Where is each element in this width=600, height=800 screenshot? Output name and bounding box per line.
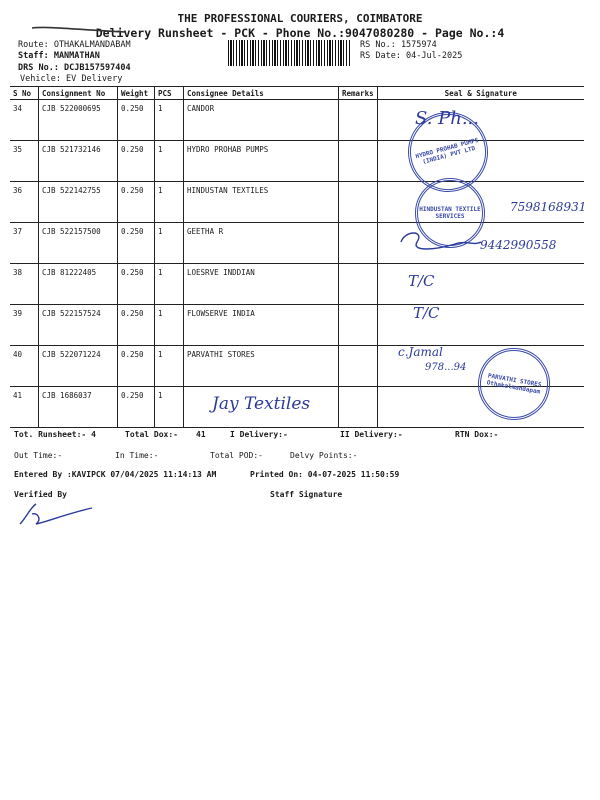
cell-weight: 0.250 [118, 264, 155, 305]
col-remarks: Remarks [339, 87, 378, 100]
staff-label: Staff: MANMATHAN [18, 51, 100, 61]
table-row [10, 305, 584, 346]
cell-consignee: HYDRO PROHAB PUMPS [184, 141, 339, 182]
cell-consignment: CJB 521732146 [39, 141, 118, 182]
cell-weight: 0.250 [118, 305, 155, 346]
col-pcs: PCS [155, 87, 184, 100]
cell-sno: 36 [10, 182, 39, 223]
ii-delivery: II Delivery:- [340, 430, 403, 439]
barcode [228, 40, 350, 66]
rtn-dox: RTN Dox:- [455, 430, 499, 439]
cell-weight: 0.250 [118, 387, 155, 428]
cell-remarks [339, 141, 378, 182]
company-title: THE PROFESSIONAL COURIERS, COIMBATORE [177, 12, 423, 25]
cell-sno: 41 [10, 387, 39, 428]
table-row [10, 100, 584, 141]
cell-pcs: 1 [155, 223, 184, 264]
cell-sno: 34 [10, 100, 39, 141]
table-row [10, 141, 584, 182]
in-time: In Time:- [115, 451, 159, 460]
cell-consignment: CJB 1686037 [39, 387, 118, 428]
drs-number: DRS No.: DCJB157597404 [18, 63, 131, 73]
cell-remarks [339, 223, 378, 264]
cell-consignee: FLOWSERVE INDIA [184, 305, 339, 346]
cell-consignee: HINDUSTAN TEXTILES [184, 182, 339, 223]
verified-by: Verified By [14, 490, 67, 499]
cell-pcs: 1 [155, 387, 184, 428]
cell-consignment: CJB 522142755 [39, 182, 118, 223]
cell-consignment: CJB 522157500 [39, 223, 118, 264]
cell-consignment: CJB 81222405 [39, 264, 118, 305]
cell-sno: 40 [10, 346, 39, 387]
cell-consignment: CJB 522000695 [39, 100, 118, 141]
entered-by: Entered By :KAVIPCK 07/04/2025 11:14:13 AM [14, 470, 217, 479]
cell-remarks [339, 305, 378, 346]
cell-sno: 35 [10, 141, 39, 182]
cell-pcs: 1 [155, 264, 184, 305]
cell-sno: 37 [10, 223, 39, 264]
company-stamp-hydro: HYDRO PROHAB PUMPS (INDIA) PVT LTD [399, 103, 497, 201]
handwritten-phone: 7598168931 [510, 200, 587, 214]
cell-pcs: 1 [155, 100, 184, 141]
handwritten-tc: T/C [408, 272, 435, 290]
cell-weight: 0.250 [118, 100, 155, 141]
vehicle-label: Vehicle: EV Delivery [20, 74, 123, 84]
cell-remarks [339, 100, 378, 141]
delvy-points: Delvy Points:- [290, 451, 358, 460]
total-dox-value: 41 [196, 430, 206, 439]
handwritten-signature: c.Jamal [398, 345, 443, 359]
cell-consignment: CJB 522157524 [39, 305, 118, 346]
cell-pcs: 1 [155, 141, 184, 182]
handwritten-tc: T/C [413, 304, 440, 322]
handwritten-number: 978...94 [425, 362, 467, 373]
table-row [10, 264, 584, 305]
cell-remarks [339, 387, 378, 428]
handwritten-phone: 9442990558 [480, 238, 557, 252]
handwritten-consignee: Jay Textiles [212, 394, 311, 414]
cell-remarks [339, 346, 378, 387]
cell-consignee: GEETHA R [184, 223, 339, 264]
cell-weight: 0.250 [118, 346, 155, 387]
cell-pcs: 1 [155, 346, 184, 387]
col-seal: Seal & Signature [377, 87, 584, 100]
out-time: Out Time:- [14, 451, 63, 460]
cell-seal [377, 305, 584, 346]
cell-consignee: CANDOR [184, 100, 339, 141]
cell-weight: 0.250 [118, 141, 155, 182]
table-row [10, 182, 584, 223]
cell-sno: 38 [10, 264, 39, 305]
cell-consignment: CJB 522071224 [39, 346, 118, 387]
cell-consignee: LOESRVE INDDIAN [184, 264, 339, 305]
table-header-row [10, 87, 584, 100]
runsheet-title: Delivery Runsheet - PCK - Phone No.:9047080280 - Page No.:4 [95, 26, 505, 40]
total-dox-label: Total Dox:- [125, 430, 178, 439]
cell-consignee: PARVATHI STORES [184, 346, 339, 387]
col-consignee: Consignee Details [184, 87, 339, 100]
pen-scribble-mark [30, 22, 130, 36]
col-sno: S No [10, 87, 39, 100]
col-consignment: Consignment No [39, 87, 118, 100]
cell-pcs: 1 [155, 305, 184, 346]
col-weight: Weight [118, 87, 155, 100]
cell-sno: 39 [10, 305, 39, 346]
company-stamp-parvathi: PARVATHI STORES Othakalmandapam [472, 342, 555, 425]
cell-remarks [339, 264, 378, 305]
verifier-signature-mark [16, 500, 96, 530]
printed-on: Printed On: 04-07-2025 11:50:59 [250, 470, 400, 479]
rs-date: RS Date: 04-Jul-2025 [360, 51, 463, 61]
tot-runsheet: Tot. Runsheet:- 4 [14, 430, 96, 439]
handwritten-signature: S. Ph... [415, 108, 480, 129]
handwritten-signature-scribble [395, 228, 485, 256]
total-pod: Total POD:- [210, 451, 263, 460]
i-delivery: I Delivery:- [230, 430, 288, 439]
route-label: Route: OTHAKALMANDABAM [18, 40, 131, 50]
cell-pcs: 1 [155, 182, 184, 223]
cell-weight: 0.250 [118, 182, 155, 223]
company-stamp-hindustan: HINDUSTAN TEXTILE SERVICES [415, 178, 485, 248]
staff-signature: Staff Signature [270, 490, 343, 499]
cell-weight: 0.250 [118, 223, 155, 264]
cell-remarks [339, 182, 378, 223]
rs-number: RS No.: 1575974 [360, 40, 437, 50]
